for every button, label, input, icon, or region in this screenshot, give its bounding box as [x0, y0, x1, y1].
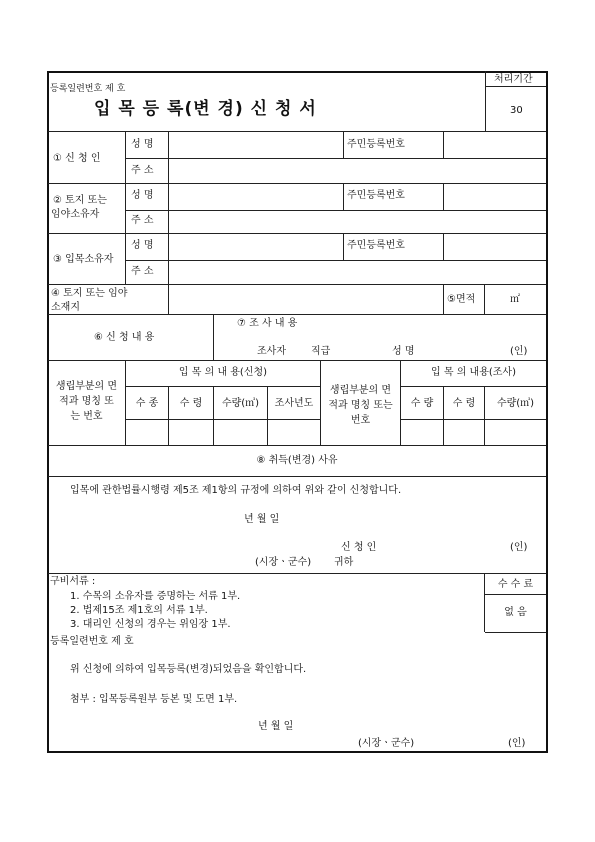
location-label-2: 소재지: [51, 302, 80, 313]
applicant-seal: (인): [510, 542, 528, 553]
reg-number-line: 등록일련번호 제 호: [50, 84, 126, 94]
tree-owner-rrn-label: 주민등록번호: [347, 240, 405, 251]
applicant-sign-label: 신 청 인: [341, 542, 377, 553]
applicant-name-label: 성 명: [131, 139, 154, 150]
confirm-seal: (인): [508, 738, 526, 749]
location-label-1: ④ 토지 또는 임야: [51, 288, 128, 299]
documents-title: 구비서류 :: [50, 576, 96, 587]
grid-left-label-1: 생립부분의 면: [55, 381, 118, 392]
processing-period-label: 처리기간: [494, 74, 533, 85]
grid-mid-label-1: 생립부분의 면: [329, 385, 392, 396]
land-owner-name-label: 성 명: [131, 190, 154, 201]
grid-left-label-3: 는 번호: [70, 411, 103, 422]
applicant-rrn-label: 주민등록번호: [347, 139, 405, 150]
survey-content-label: ⑦ 조 사 내 용: [237, 318, 298, 329]
confirm-recipient: (시장ㆍ군수): [358, 738, 415, 749]
col-species: 수 종: [135, 398, 159, 409]
land-owner-address-label: 주 소: [131, 215, 154, 226]
confirm-reg-number: 등록일련번호 제 호: [50, 636, 134, 647]
tree-owner-label: ③ 입목소유자: [53, 254, 114, 265]
confirm-text: 위 신청에 의하여 입목등록(변경)되었음을 확인합니다.: [70, 664, 307, 675]
tree-owner-name-label: 성 명: [131, 240, 154, 251]
processing-period-value: 30: [510, 105, 523, 116]
reason-label: ⑧ 취득(변경) 사유: [256, 455, 338, 466]
document-item-1: 1. 수목의 소유자를 증명하는 서류 1부.: [70, 591, 241, 602]
area-label: ⑤면적: [447, 294, 476, 305]
col-quantity: 수량(㎥): [221, 398, 260, 409]
area-unit: ㎡: [510, 294, 520, 305]
surveyor-seal: (인): [510, 346, 528, 357]
grid-mid-label-3: 번호: [350, 415, 371, 426]
honorific-label: 귀하: [334, 557, 354, 568]
form-title: 입 목 등 록(변 경) 신 청 서: [94, 99, 317, 119]
confirm-attachment: 첨부 : 입목등록원부 등본 및 도면 1부.: [70, 694, 238, 705]
col-age: 수 령: [179, 398, 203, 409]
applicant-label: ① 신 청 인: [53, 153, 101, 164]
confirm-date: 년 월 일: [258, 721, 294, 732]
document-item-3: 3. 대리인 신청의 경우는 위임장 1부.: [70, 619, 231, 630]
applicant-address-label: 주 소: [131, 165, 154, 176]
fee-label: 수 수 료: [497, 579, 534, 590]
frame-top: [47, 71, 548, 73]
grid-left-label-2: 적과 명칭 또: [59, 396, 114, 407]
statement-date: 년 월 일: [244, 514, 280, 525]
col-age-2: 수 령: [452, 398, 476, 409]
surveyor-name-label: 성 명: [392, 346, 415, 357]
land-owner-label-2: 임야소유자: [51, 209, 100, 220]
col-quantity-2: 수 량: [410, 398, 434, 409]
land-owner-rrn-label: 주민등록번호: [347, 190, 405, 201]
frame-bottom: [47, 751, 548, 753]
tree-owner-address-label: 주 소: [131, 266, 154, 277]
recipient-label: (시장ㆍ군수): [255, 557, 312, 568]
survey-grid-header: 입 목 의 내용(조사): [431, 367, 516, 378]
grid-mid-label-2: 적과 명칭 또는: [328, 400, 393, 411]
rank-label: 직급: [311, 346, 331, 357]
apply-content-label: ⑥ 신 청 내 용: [94, 332, 155, 343]
surveyor-label: 조사자: [257, 346, 286, 357]
col-survey-year: 조사년도: [274, 398, 314, 409]
fee-value: 없 음: [504, 607, 527, 618]
land-owner-label-1: ② 토지 또는: [53, 195, 107, 206]
document-item-2: 2. 법제15조 제1호의 서류 1부.: [70, 605, 208, 616]
col-quantity-3: 수량(㎥): [496, 398, 535, 409]
statement-text: 입목에 관한법률시행령 제5조 제1항의 규정에 의하여 위와 같이 신청합니다.: [70, 485, 402, 496]
apply-grid-header: 입 목 의 내 용(신청): [178, 367, 268, 378]
frame-right: [546, 71, 548, 753]
